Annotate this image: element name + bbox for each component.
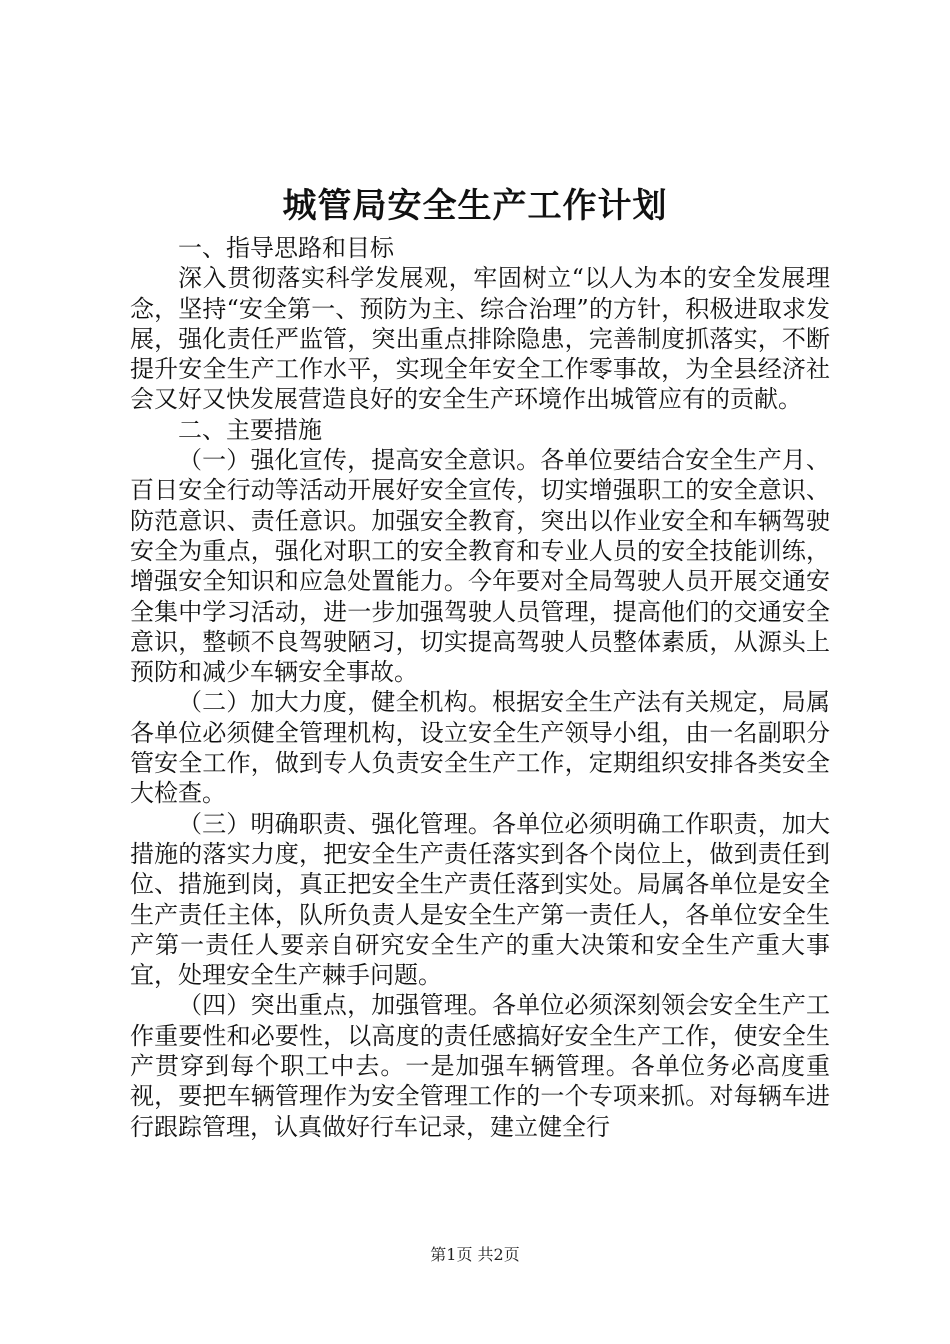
document-title: 城管局安全生产工作计划 bbox=[282, 186, 668, 226]
paragraph-measure-4: （四）突出重点，加强管理。各单位必须深刻领会安全生产工作重要性和必要性，以高度的责任感搞好安全生产工作，使安全生产贯穿到每个职工中去。一是加强车辆管理。各单位务必高度重视，要把车辆管理作为安全管理工作的一个专项来抓。对每辆车进行跟踪管理，认真做好行车记录，建立健全行 bbox=[130, 991, 830, 1141]
page-number-footer: 第1页 共2页 bbox=[430, 1245, 520, 1264]
paragraph-guiding-principles: 深入贯彻落实科学发展观，牢固树立“以人为本的安全发展理念，坚持“安全第一、预防为主、综合治理”的方针，积极进取求发展，强化责任严监管，突出重点排除隐患，完善制度抓落实，不断提升安全生产工作水平，实现全年安全工作零事故，为全县经济社会又好又快发展营造良好的安全生产环境作出城管应有的贡献。 bbox=[130, 264, 830, 414]
document-body bbox=[130, 233, 830, 1142]
section-heading-main-measures: 二、主要措施 bbox=[178, 415, 322, 444]
paragraph-measure-3: （三）明确职责、强化管理。各单位必须明确工作职责，加大措施的落实力度，把安全生产责任落实到各个岗位上，做到责任到位、措施到岗，真正把安全生产责任落到实处。局属各单位是安全生产责任主体，队所负责人是安全生产第一责任人，各单位安全生产第一责任人要亲自研究安全生产的重大决策和安全生产重大事宜，处理安全生产棘手问题。 bbox=[130, 809, 830, 990]
paragraph-measure-2: （二）加大力度，健全机构。根据安全生产法有关规定，局属各单位必须健全管理机构，设立安全生产领导小组，由一名副职分管安全工作，做到专人负责安全生产工作，定期组织安排各类安全大检查。 bbox=[130, 688, 830, 808]
section-heading-guiding-principles: 一、指导思路和目标 bbox=[178, 234, 394, 262]
paragraph-measure-1: （一）强化宣传，提高安全意识。各单位要结合安全生产月、百日安全行动等活动开展好安全宣传，切实增强职工的安全意识、防范意识、责任意识。加强安全教育，突出以作业安全和车辆驾驶安全为重点，强化对职工的安全教育和专业人员的安全技能训练，增强安全知识和应急处置能力。今年要对全局驾驶人员开展交通安全集中学习活动，进一步加强驾驶人员管理，提高他们的交通安全意识，整顿不良驾驶陋习，切实提高驾驶人员整体素质，从源头上预防和减少车辆安全事故。 bbox=[130, 446, 830, 687]
